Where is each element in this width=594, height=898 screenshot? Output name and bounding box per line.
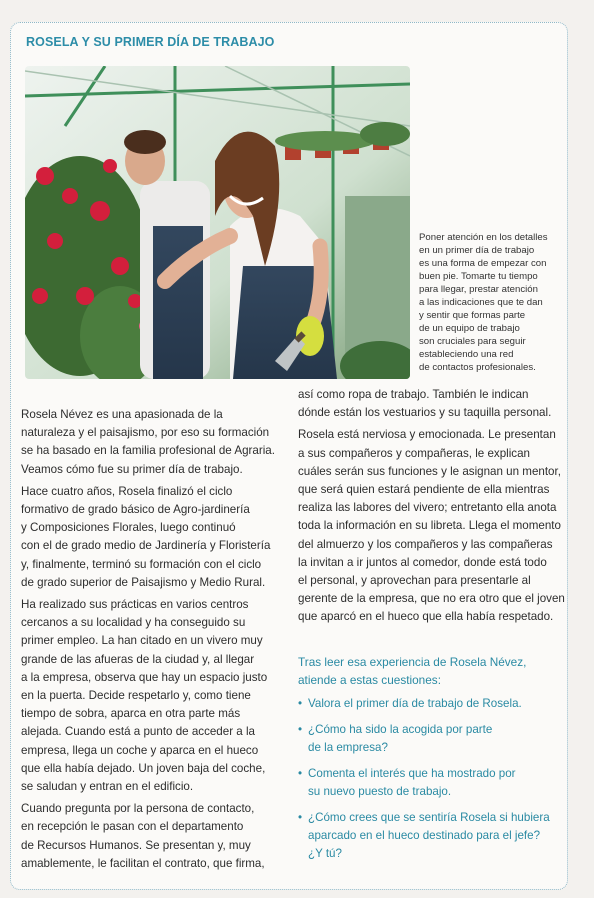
text-line: y Composiciones Florales, luego continuó xyxy=(21,521,236,535)
text-line: y, finalmente, terminó su formación con el ciclo xyxy=(21,557,262,571)
text-line: se saludan y entran en el edificio. xyxy=(21,780,194,794)
text-line: gerente de la empresa, que no era otro que el joven xyxy=(298,592,565,606)
caption-line: de un equipo de trabajo xyxy=(419,323,520,334)
text-line: del almuerzo y los compañeros y las compañeras xyxy=(298,537,553,551)
text-line: atiende a estas cuestiones: xyxy=(298,672,441,687)
text-line: Hace cuatro años, Rosela finalizó el ciclo xyxy=(21,484,233,498)
photo-caption xyxy=(419,231,567,374)
paragraph xyxy=(298,426,568,626)
text-line: Ha realizado sus prácticas en varios centros xyxy=(21,598,249,612)
question-item xyxy=(298,695,568,713)
paragraph xyxy=(21,406,283,479)
caption-line: en un primer día de trabajo xyxy=(419,245,535,256)
question-item xyxy=(298,765,568,801)
text-line: realiza las labores del vivero; entretanto ella anota xyxy=(298,501,557,515)
text-line: • ¿Cómo ha sido la acogida por parte xyxy=(308,722,493,736)
text-line: • Comenta el interés que ha mostrado por xyxy=(308,766,516,780)
text-line: amablemente, le facilitan el contrato, que firma, xyxy=(21,856,265,870)
text-line: grande de las afueras de la ciudad y, al llegar xyxy=(21,652,255,666)
caption-line: para llegar, prestar atención xyxy=(419,284,538,295)
text-line: alejada. Cuando está a punto de acceder a la xyxy=(21,725,255,739)
caption-line: de contactos profesionales. xyxy=(419,362,536,373)
text-line: Rosela Névez es una apasionada de la xyxy=(21,408,223,421)
text-line: • Valora el primer día de trabajo de Rosela. xyxy=(308,696,522,710)
text-line: de la empresa? xyxy=(308,740,388,754)
greenhouse-photo xyxy=(25,66,410,379)
text-line: tiempo de sobra, aparca en otra parte más xyxy=(21,707,241,721)
text-line: en la puerta. Decide respetarlo y, como tiene xyxy=(21,689,251,703)
caption-line: y sentir que formas parte xyxy=(419,310,526,321)
caption-line: son cruciales para seguir xyxy=(419,336,526,347)
text-line: de grado superior de Paisajismo y Medio Rural. xyxy=(21,575,266,589)
page-frame xyxy=(10,22,568,890)
text-line: de Recursos Humanos. Se presentan y, muy xyxy=(21,838,251,852)
caption-line: a las indicaciones que te dan xyxy=(419,297,543,308)
paragraph xyxy=(21,596,283,796)
text-line: que será quien estará pendiente de ella mientras xyxy=(298,483,550,497)
text-line: su nuevo puesto de trabajo. xyxy=(308,784,452,798)
text-line: se ha basado en la familia profesional de Agraria. xyxy=(21,444,275,458)
text-line: a sus compañeros y compañeras, le explican xyxy=(298,446,530,460)
text-line: dónde están los vestuarios y su taquilla personal. xyxy=(298,406,552,420)
question-item xyxy=(298,721,568,757)
text-line: Cuando pregunta por la persona de contacto, xyxy=(21,802,255,816)
text-line: con el de grado medio de Jardinería y Floristería xyxy=(21,539,271,553)
text-line: que ella había dejado. Un joven baja del coche, xyxy=(21,761,266,775)
paragraph xyxy=(21,800,283,873)
text-line: el personal, y aprovechan para presentarle al xyxy=(298,574,531,588)
questions-intro xyxy=(298,653,568,689)
question-item xyxy=(298,809,568,863)
text-line: Veamos cómo fue su primer día de trabajo. xyxy=(21,462,243,476)
right-column xyxy=(298,386,568,871)
text-line: a la empresa, observa que hay un espacio justo xyxy=(21,670,268,684)
text-line: en recepción le pasan con el departamento xyxy=(21,820,244,834)
caption-line: es una forma de empezar con xyxy=(419,258,547,269)
text-line: toda la información en su libreta. Llega el momento xyxy=(298,519,561,533)
text-line: así como ropa de trabajo. También le indican xyxy=(298,388,529,401)
caption-line: estableciendo una red xyxy=(419,349,514,360)
text-line: • ¿Cómo crees que se sentiría Rosela si hubiera xyxy=(308,810,550,824)
text-line: Rosela está nerviosa y emocionada. Le presentan xyxy=(298,428,556,442)
page-title: ROSELA Y SU PRIMER DÍA DE TRABAJO xyxy=(26,35,275,49)
text-line: Tras leer esa experiencia de Rosela Névez, xyxy=(298,654,527,669)
text-line: la invitan a ir juntos al comedor, donde está todo xyxy=(298,555,547,569)
text-line: ¿Y tú? xyxy=(308,846,342,860)
text-line: primer empleo. La han citado en un vivero muy xyxy=(21,634,263,648)
text-line: cuáles serán sus funciones y le asignan un mentor, xyxy=(298,464,561,478)
questions-list xyxy=(298,695,568,863)
paragraph xyxy=(21,483,283,592)
paragraph xyxy=(298,386,568,422)
text-line: cercanos a su localidad y ha conseguido su xyxy=(21,616,246,630)
caption-line: buen pie. Tomarte tu tiempo xyxy=(419,271,538,282)
text-line: aparcado en el hueco destinado para el jefe? xyxy=(308,828,541,842)
caption-line: Poner atención en los detalles xyxy=(419,232,548,243)
text-line: naturaleza y el paisajismo, por eso su formación xyxy=(21,426,270,440)
left-column xyxy=(21,406,283,877)
text-line: empresa, llega un coche y aparca en el hueco xyxy=(21,743,259,757)
text-line: que aparcó en el hueco que ella había respetado. xyxy=(298,610,554,624)
text-line: formativo de grado básico de Agro-jardinería xyxy=(21,503,250,517)
